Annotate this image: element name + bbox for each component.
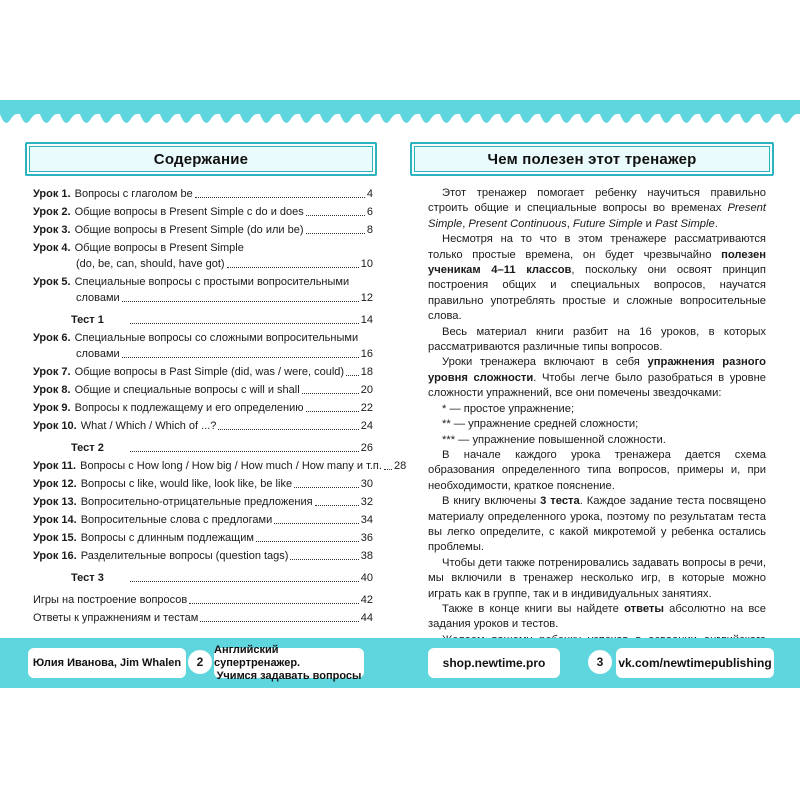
toc-entry-page: 4 [366, 188, 373, 200]
toc-entry-page: 28 [393, 460, 407, 472]
toc-entry-line [33, 274, 373, 290]
paragraph: Уроки тренажера включают в себя упражнения разного уровня сложности. Чтобы легче было разобраться в уровне сложности упражнений, все они помечены звездочками: [428, 356, 766, 400]
toc-entry-text: What / Which / Which of ...? [80, 420, 217, 432]
toc-entry-page: 16 [360, 348, 373, 360]
toc-entry-label: Урок 6. [33, 332, 71, 344]
dot-leader [218, 429, 358, 430]
book-spread [0, 100, 800, 688]
toc-entry-label: Урок 2. [33, 206, 71, 218]
author-box [28, 648, 186, 678]
toc-entry-page: 36 [360, 532, 373, 544]
toc-entry[interactable] [33, 240, 373, 272]
toc-entry-text: Вопросы с длинным подлежащим [80, 532, 254, 544]
toc-entry-page: 8 [366, 224, 373, 236]
toc-entry-text: Общие вопросы в Past Simple (did, was / were, could) [74, 366, 345, 378]
toc-entry[interactable] [33, 592, 373, 608]
toc-entry-line [33, 346, 373, 362]
toc-entry[interactable] [33, 364, 373, 380]
toc-entry-label: Урок 12. [33, 478, 77, 490]
dot-leader [274, 523, 359, 524]
page-number-left: 2 [188, 650, 212, 674]
toc-entry-label: Урок 5. [33, 276, 71, 288]
left-page [25, 142, 407, 628]
dot-leader [256, 541, 359, 542]
toc-entry-page: 26 [360, 442, 373, 454]
dot-leader [200, 621, 358, 622]
toc-entry-page: 24 [360, 420, 373, 432]
contents-title-box [25, 142, 377, 176]
toc-entry[interactable] [33, 548, 373, 564]
toc-entry-label: Урок 9. [33, 402, 71, 414]
dot-leader [130, 323, 359, 324]
paragraph: В начале каждого урока тренажера дается схема образования определенного типа вопросов, примеры и, при необходимости, краткое пояснение. [428, 448, 766, 492]
dot-leader [189, 603, 359, 604]
toc-entry-text: Вопросы с How long / How big / How much / How many и т.п. [80, 460, 382, 472]
dot-leader [302, 393, 359, 394]
shop-link-text[interactable]: shop.newtime.pro [442, 656, 546, 670]
intro-text [410, 186, 774, 664]
toc-entry[interactable] [33, 610, 373, 626]
toc-entry[interactable] [33, 440, 373, 456]
toc-entry-page: 22 [360, 402, 373, 414]
toc-entry-line [33, 256, 373, 272]
toc-entry-text: Специальные вопросы с простыми вопросительными [74, 276, 350, 288]
dot-leader [130, 451, 359, 452]
dot-leader [346, 375, 359, 376]
toc-entry-text: Разделительные вопросы (question tags) [80, 550, 289, 562]
toc-entry-line [33, 330, 373, 346]
toc-entry-text: Общие и специальные вопросы с will и shall [74, 384, 300, 396]
toc-entry-page: 10 [360, 258, 373, 270]
toc-entry-text-continued: словами [76, 348, 120, 360]
toc-entry-label: Урок 1. [33, 188, 71, 200]
dot-leader [294, 487, 359, 488]
dot-leader [384, 469, 392, 470]
toc-entry-label: Урок 4. [33, 242, 71, 254]
toc-entry-label: Урок 8. [33, 384, 71, 396]
dot-leader [227, 267, 359, 268]
toc-entry-line [33, 290, 373, 306]
toc-entry[interactable] [33, 512, 373, 528]
toc-entry-page: 18 [360, 366, 373, 378]
top-wave-band [0, 100, 800, 130]
paragraph: Несмотря на то что в этом тренажере рассматриваются только простые времена, он будет чрезвычайно полезен ученикам 4–11 классов, поскольку они освоят принцип построения общих и специальных вопросов, научатся правильно употреблять простые и сложные вопросительные слова. [428, 233, 766, 323]
list-item: *** — упражнение повышенной сложности. [442, 433, 666, 446]
toc-entry[interactable] [33, 570, 373, 586]
paragraph: В книгу включены 3 теста. Каждое задание теста посвящено материалу определенного урока, поэтому по результатам теста вы легко определите, с какой микротемой у ребенка остались проблемы. [428, 495, 766, 554]
contents-title: Содержание [153, 150, 249, 168]
toc-entry-text: Общие вопросы в Present Simple (do или be) [74, 224, 304, 236]
toc-entry[interactable] [33, 458, 407, 474]
toc-entry[interactable] [33, 494, 373, 510]
toc-entry[interactable] [33, 204, 373, 220]
toc-entry-page: 30 [360, 478, 373, 490]
toc-entry-label: Урок 11. [33, 460, 77, 472]
paragraph: Также в конце книги вы найдете ответы абсолютно на все задания уроков и тестов. [428, 602, 766, 631]
dot-leader [306, 215, 365, 216]
paragraph: Этот тренажер помогает ребенку научиться правильно строить общие и специальные вопросы во временах Present Simple, Present Continuous, Future Simple и Past Simple. [428, 187, 766, 230]
toc-entry-page: 34 [360, 514, 373, 526]
usefulness-title-box [410, 142, 774, 176]
toc-entry-page: 6 [366, 206, 373, 218]
toc-entry-text-continued: словами [76, 292, 120, 304]
paragraph: Весь материал книги разбит на 16 уроков, в которых рассматриваются различные типы вопросов. [428, 325, 766, 354]
toc-entry-text-continued: (do, be, can, should, have got) [76, 258, 225, 270]
toc-entry-text: Вопросы с глаголом be [74, 188, 193, 200]
page-number-right: 3 [588, 650, 612, 674]
toc-entry[interactable] [33, 382, 373, 398]
usefulness-title: Чем полезен этот тренажер [487, 150, 697, 168]
toc-entry-text: Общие вопросы в Present Simple [74, 242, 244, 254]
list-item: ** — упражнение средней сложности; [442, 418, 639, 431]
paragraph: Чтобы дети также потренировались задавать вопросы в речи, мы включили в тренажер несколько игр, в которые можно играть как в группе, так и в индивидуальных занятиях. [428, 556, 766, 600]
author: Юлия Иванова, Jim Whalen [32, 657, 182, 669]
toc-entry-text: Вопросы с like, would like, look like, be like [80, 478, 293, 490]
toc-entry-text: Общие вопросы в Present Simple с do и does [74, 206, 304, 218]
toc-entry-line [33, 240, 373, 256]
toc-entry-label: Урок 7. [33, 366, 71, 378]
book-title-line-2: Учимся задавать вопросы [216, 669, 362, 682]
toc-entry-page: 42 [360, 594, 373, 606]
toc-entry-text: Специальные вопросы со сложными вопросительными [74, 332, 359, 344]
toc-entry[interactable] [33, 274, 373, 306]
toc-entry-page: 40 [360, 572, 373, 584]
toc-entry-label: Тест 2 [71, 442, 104, 454]
toc-entry-label: Урок 16. [33, 550, 77, 562]
toc-entry[interactable] [33, 222, 373, 238]
dot-leader [122, 301, 359, 302]
toc-entry[interactable] [33, 530, 373, 546]
dot-leader [306, 233, 365, 234]
toc-entry[interactable] [33, 186, 373, 202]
toc-entry-text: Вопросы к подлежащему и его определению [74, 402, 304, 414]
dot-leader [195, 197, 365, 198]
dot-leader [315, 505, 359, 506]
dot-leader [306, 411, 359, 412]
toc-entry[interactable] [33, 312, 373, 328]
toc-entry-label: Урок 3. [33, 224, 71, 236]
toc-entry-page: 20 [360, 384, 373, 396]
toc-entry-page: 12 [360, 292, 373, 304]
shop-link[interactable] [428, 648, 560, 678]
toc-entry-text: Вопросительные слова с предлогами [80, 514, 273, 526]
toc-entry-label: Урок 14. [33, 514, 77, 526]
vk-link[interactable] [616, 648, 774, 678]
book-title-line-1: Английский супертренажер. [214, 643, 301, 669]
toc-entry-label: Урок 13. [33, 496, 77, 508]
toc-entry-page: 44 [360, 612, 373, 624]
dot-leader [130, 581, 359, 582]
toc-entry[interactable] [33, 400, 373, 416]
dot-leader [290, 559, 358, 560]
list-item: * — простое упражнение; [442, 402, 575, 415]
toc-entry-text: Вопросительно-отрицательные предложения [80, 496, 313, 508]
book-title-box [214, 643, 364, 682]
toc-entry-label: Тест 1 [71, 314, 104, 326]
toc-entry-label: Тест 3 [71, 572, 104, 584]
toc-entry-page: 38 [360, 550, 373, 562]
toc-entry[interactable] [33, 476, 373, 492]
right-page [410, 142, 774, 664]
dot-leader [122, 357, 359, 358]
toc-entry[interactable] [33, 418, 373, 434]
toc-entry-page: 32 [360, 496, 373, 508]
toc-entry[interactable] [33, 330, 373, 362]
toc-entry-page: 14 [360, 314, 373, 326]
toc-entry-label: Урок 10. [33, 420, 77, 432]
toc-entry-label: Урок 15. [33, 532, 77, 544]
table-of-contents [25, 186, 407, 626]
vk-link-text[interactable]: vk.com/newtimepublishing [618, 656, 772, 670]
toc-entry-text: Игры на построение вопросов [33, 594, 188, 606]
toc-entry-text: Ответы к упражнениям и тестам [33, 612, 199, 624]
